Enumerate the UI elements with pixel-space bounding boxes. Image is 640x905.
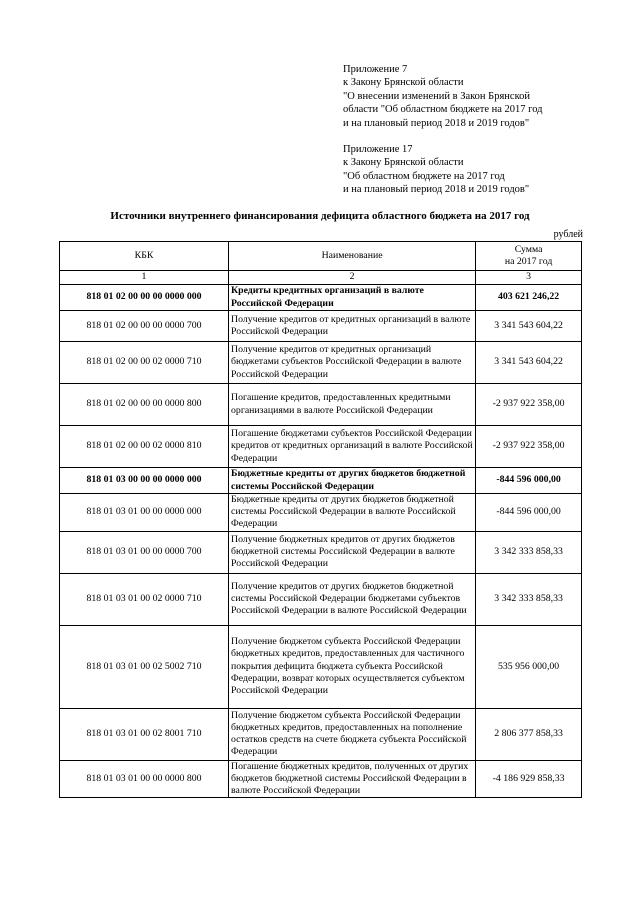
name-cell: Бюджетные кредиты от других бюджетов бюджетной системы Российской Федерации [229,468,476,494]
kbk-cell: 818 01 03 00 00 00 0000 000 [60,468,229,494]
name-cell: Бюджетные кредиты от других бюджетов бюджетной системы Российской Федерации в валюте Российской Федерации [229,494,476,532]
name-cell: Погашение кредитов, предоставленных кредитными организациями в валюте Российской Федерации [229,384,476,426]
name-cell: Получение кредитов от кредитных организаций бюджетами субъектов Российской Федерации в валюте Российской Федерации [229,342,476,384]
header-line: Приложение 17 [343,144,413,155]
kbk-cell: 818 01 03 01 00 00 0000 000 [60,494,229,532]
header-line: к Закону Брянской области [343,77,464,89]
header-line: и на плановый период 2018 и 2019 годов" [343,184,530,196]
header-line: к Закону Брянской области [343,157,464,169]
table-row [60,311,582,342]
column-number: 3 [476,271,582,285]
kbk-cell: 818 01 02 00 00 00 0000 000 [60,285,229,311]
kbk-cell: 818 01 03 01 00 02 0000 710 [60,573,229,625]
header-line: "Об областном бюджете на 2017 год [343,170,505,182]
sum-cell: 535 956 000,00 [476,625,582,708]
table-row [60,708,582,760]
header-sum [476,242,582,271]
name-cell: Погашение бюджетами субъектов Российской Федерации кредитов от кредитных организаций в валюте Российской Федерации [229,426,476,468]
document-title: Источники внутреннего финансирования дефицита областного бюджета на 2017 год [110,210,530,222]
sum-cell: 403 621 246,22 [476,285,582,311]
table-row [60,573,582,625]
appendix-17-header [343,143,529,197]
header-line: "О внесении изменений в Закон Брянской [343,90,531,102]
table-row [60,384,582,426]
name-cell: Получение бюджетом субъекта Российской Федерации бюджетных кредитов, предоставленных на пополнение остатков средств на счете бюджета субъекта Российской Федерации [229,708,476,760]
financing-sources-table [59,241,582,798]
name-cell: Погашение бюджетных кредитов, полученных от других бюджетов бюджетной системы Российской Федерации в валюте Российской Федерации [229,760,476,798]
table-row [60,625,582,708]
sum-cell: 2 806 377 858,33 [476,708,582,760]
header-line: Приложение 7 [343,64,408,75]
sum-cell: -2 937 922 358,00 [476,426,582,468]
kbk-cell: 818 01 02 00 00 00 0000 800 [60,384,229,426]
table-row [60,285,582,311]
table-row [60,342,582,384]
kbk-cell: 818 01 03 01 00 02 5002 710 [60,625,229,708]
currency-label: рублей [553,229,583,240]
name-cell: Получение бюджетных кредитов от других бюджетов бюджетной системы Российской Федерации в валюте Российской Федерации [229,531,476,573]
column-number: 2 [229,271,476,285]
kbk-cell: 818 01 03 01 00 00 0000 800 [60,760,229,798]
header-line: области "Об областном бюджете на 2017 год [343,104,543,116]
table-row [60,426,582,468]
name-cell: Получение кредитов от других бюджетов бюджетной системы Российской Федерации бюджетами субъектов Российской Федерации в валюте Российской Федерации [229,573,476,625]
table-row [60,531,582,573]
sum-cell: -844 596 000,00 [476,468,582,494]
sum-cell: 3 341 543 604,22 [476,311,582,342]
kbk-cell: 818 01 02 00 00 02 0000 810 [60,426,229,468]
sum-cell: -4 186 929 858,33 [476,760,582,798]
kbk-cell: 818 01 02 00 00 00 0000 700 [60,311,229,342]
header-sum-line1: Сумма [514,243,543,255]
table-body [60,285,582,798]
appendix-7-header [343,63,543,130]
kbk-cell: 818 01 02 00 00 02 0000 710 [60,342,229,384]
sum-cell: 3 341 543 604,22 [476,342,582,384]
table-row [60,494,582,532]
sum-cell: 3 342 333 858,33 [476,573,582,625]
header-line: и на плановый период 2018 и 2019 годов" [343,117,530,129]
header-kbk: КБК [60,242,229,271]
sum-cell: 3 342 333 858,33 [476,531,582,573]
column-number: 1 [60,271,229,285]
kbk-cell: 818 01 03 01 00 00 0000 700 [60,531,229,573]
name-cell: Кредиты кредитных организаций в валюте Российской Федерации [229,285,476,311]
kbk-cell: 818 01 03 01 00 02 8001 710 [60,708,229,760]
name-cell: Получение бюджетом субъекта Российской Федерации бюджетных кредитов, предоставленных для частичного покрытия дефицита бюджета субъекта Российской Федерации, возврат которых осуществляется субъектом Российской Федерации [229,625,476,708]
sum-cell: -2 937 922 358,00 [476,384,582,426]
header-name: Наименование [229,242,476,271]
sum-cell: -844 596 000,00 [476,494,582,532]
table-row [60,760,582,798]
table-row [60,468,582,494]
name-cell: Получение кредитов от кредитных организаций в валюте Российской Федерации [229,311,476,342]
header-sum-line2: на 2017 год [504,256,553,267]
